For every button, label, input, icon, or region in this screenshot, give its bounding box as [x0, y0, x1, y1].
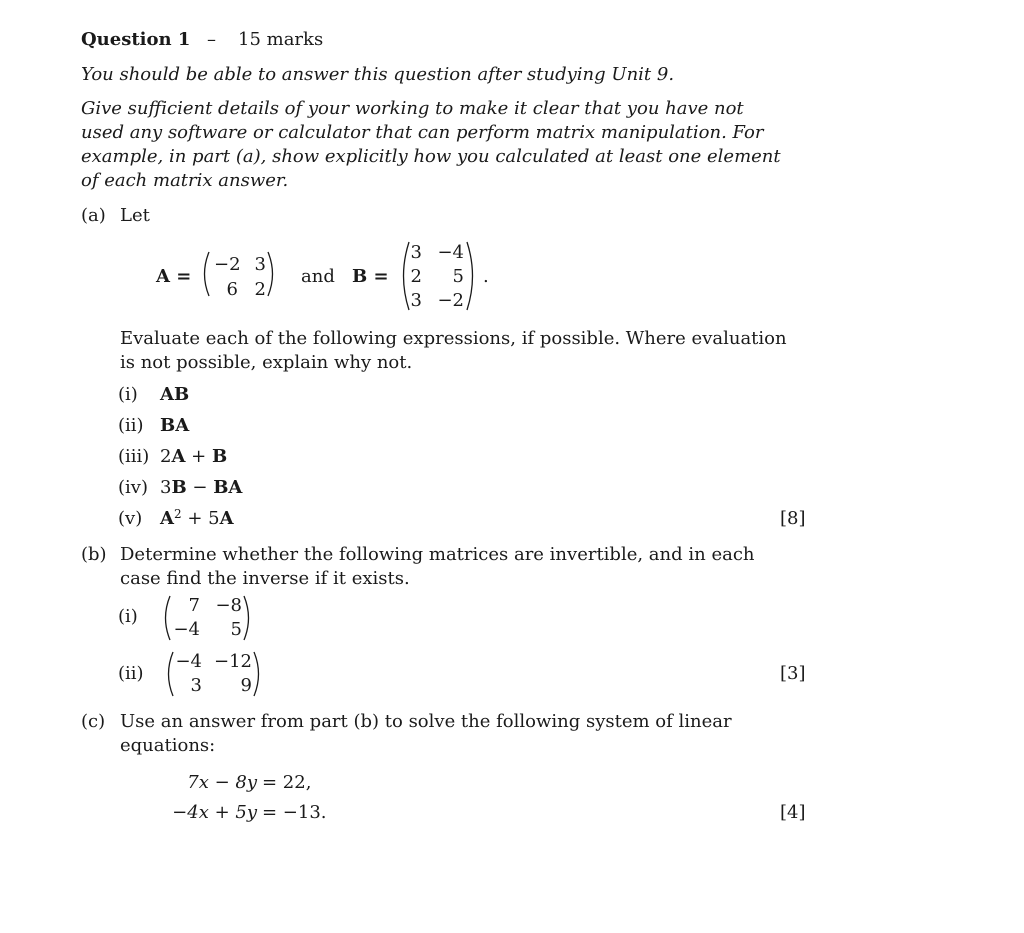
matrix-a-cell: 2	[254, 279, 266, 300]
matrix-cell: −4	[175, 651, 202, 672]
intro-line: You should be able to answer this question after studying Unit 9.	[81, 64, 675, 85]
matrix-a-name: A =	[156, 266, 192, 287]
matrix-cell: 7	[188, 595, 200, 616]
part-b-line: Determine whether the following matrices are invertible, and in each	[120, 544, 755, 565]
matrix-b-cell: 3	[410, 290, 422, 311]
part-a-marks: [8]	[780, 508, 806, 529]
subpart-expression: $A^2 + 5A$	[160, 507, 234, 529]
subpart-number: (iv)	[118, 477, 148, 498]
subpart-number: (i)	[118, 384, 138, 405]
part-c-label: (c)	[81, 711, 106, 732]
matrix-cell: −4	[173, 619, 200, 640]
part-b-line: case find the inverse if it exists.	[120, 568, 410, 589]
subpart-expression: 3B − BA	[160, 477, 243, 498]
matrix-a-right-paren	[266, 250, 278, 298]
matrix-cell: 3	[190, 675, 202, 696]
matrix-right-paren	[242, 594, 254, 642]
matrix-a-cell: 3	[254, 254, 266, 275]
matrix-b-cell: −2	[437, 290, 464, 311]
subpart-expression: BA	[160, 415, 190, 436]
intro-para-line: used any software or calculator that can perform matrix manipulation. For	[81, 122, 764, 143]
question-title: Question 1	[81, 29, 191, 50]
question-marks: 15 marks	[238, 29, 324, 50]
matrix-b-cell: 2	[410, 266, 422, 287]
part-a-instruction-line: Evaluate each of the following expressions, if possible. Where evaluation	[120, 328, 787, 349]
intro-para-line: example, in part (a), show explicitly how you calculated at least one element	[81, 146, 781, 167]
matrix-b-cell: −4	[437, 242, 464, 263]
part-b-marks: [3]	[780, 663, 806, 684]
matrix-a-cell: 6	[226, 279, 238, 300]
equation-1-rhs: = 22,	[262, 772, 312, 793]
subpart-expression: AB	[160, 384, 190, 405]
part-c-line: Use an answer from part (b) to solve the following system of linear	[120, 711, 732, 732]
matrix-cell: −12	[214, 651, 252, 672]
matrix-b-cell: 3	[410, 242, 422, 263]
part-a-lead: Let	[120, 205, 150, 226]
matrix-cell: 9	[240, 675, 252, 696]
equation-2-rhs: = −13.	[262, 802, 327, 823]
title-dash: –	[207, 29, 216, 50]
part-a-label: (a)	[81, 205, 106, 226]
and-text: and	[301, 266, 335, 287]
matrix-cell: 5	[230, 619, 242, 640]
matrix-right-paren	[252, 650, 264, 698]
subpart-number: (i)	[118, 606, 138, 627]
matrix-left-paren	[160, 594, 172, 642]
subpart-number: (iii)	[118, 446, 150, 467]
subpart-number: (ii)	[118, 663, 144, 684]
equation-2-lhs: −4x + 5y	[172, 802, 257, 823]
part-b-label: (b)	[81, 544, 107, 565]
equation-period: .	[483, 266, 489, 287]
matrix-a-left-paren	[199, 250, 211, 298]
intro-para-line: of each matrix answer.	[81, 170, 289, 191]
part-c-marks: [4]	[780, 802, 806, 823]
equation-1-lhs: 7x − 8y	[187, 772, 257, 793]
matrix-b-right-paren	[465, 240, 479, 312]
matrix-b-name: B =	[352, 266, 389, 287]
subpart-expression: 2A + B	[160, 446, 228, 467]
matrix-a-cell: −2	[214, 254, 241, 275]
part-c-line: equations:	[120, 735, 216, 756]
intro-para-line: Give sufficient details of your working to make it clear that you have not	[81, 98, 744, 119]
subpart-number: (v)	[118, 508, 143, 529]
part-a-instruction-line: is not possible, explain why not.	[120, 352, 413, 373]
matrix-cell: −8	[215, 595, 242, 616]
subpart-number: (ii)	[118, 415, 144, 436]
matrix-b-cell: 5	[452, 266, 464, 287]
